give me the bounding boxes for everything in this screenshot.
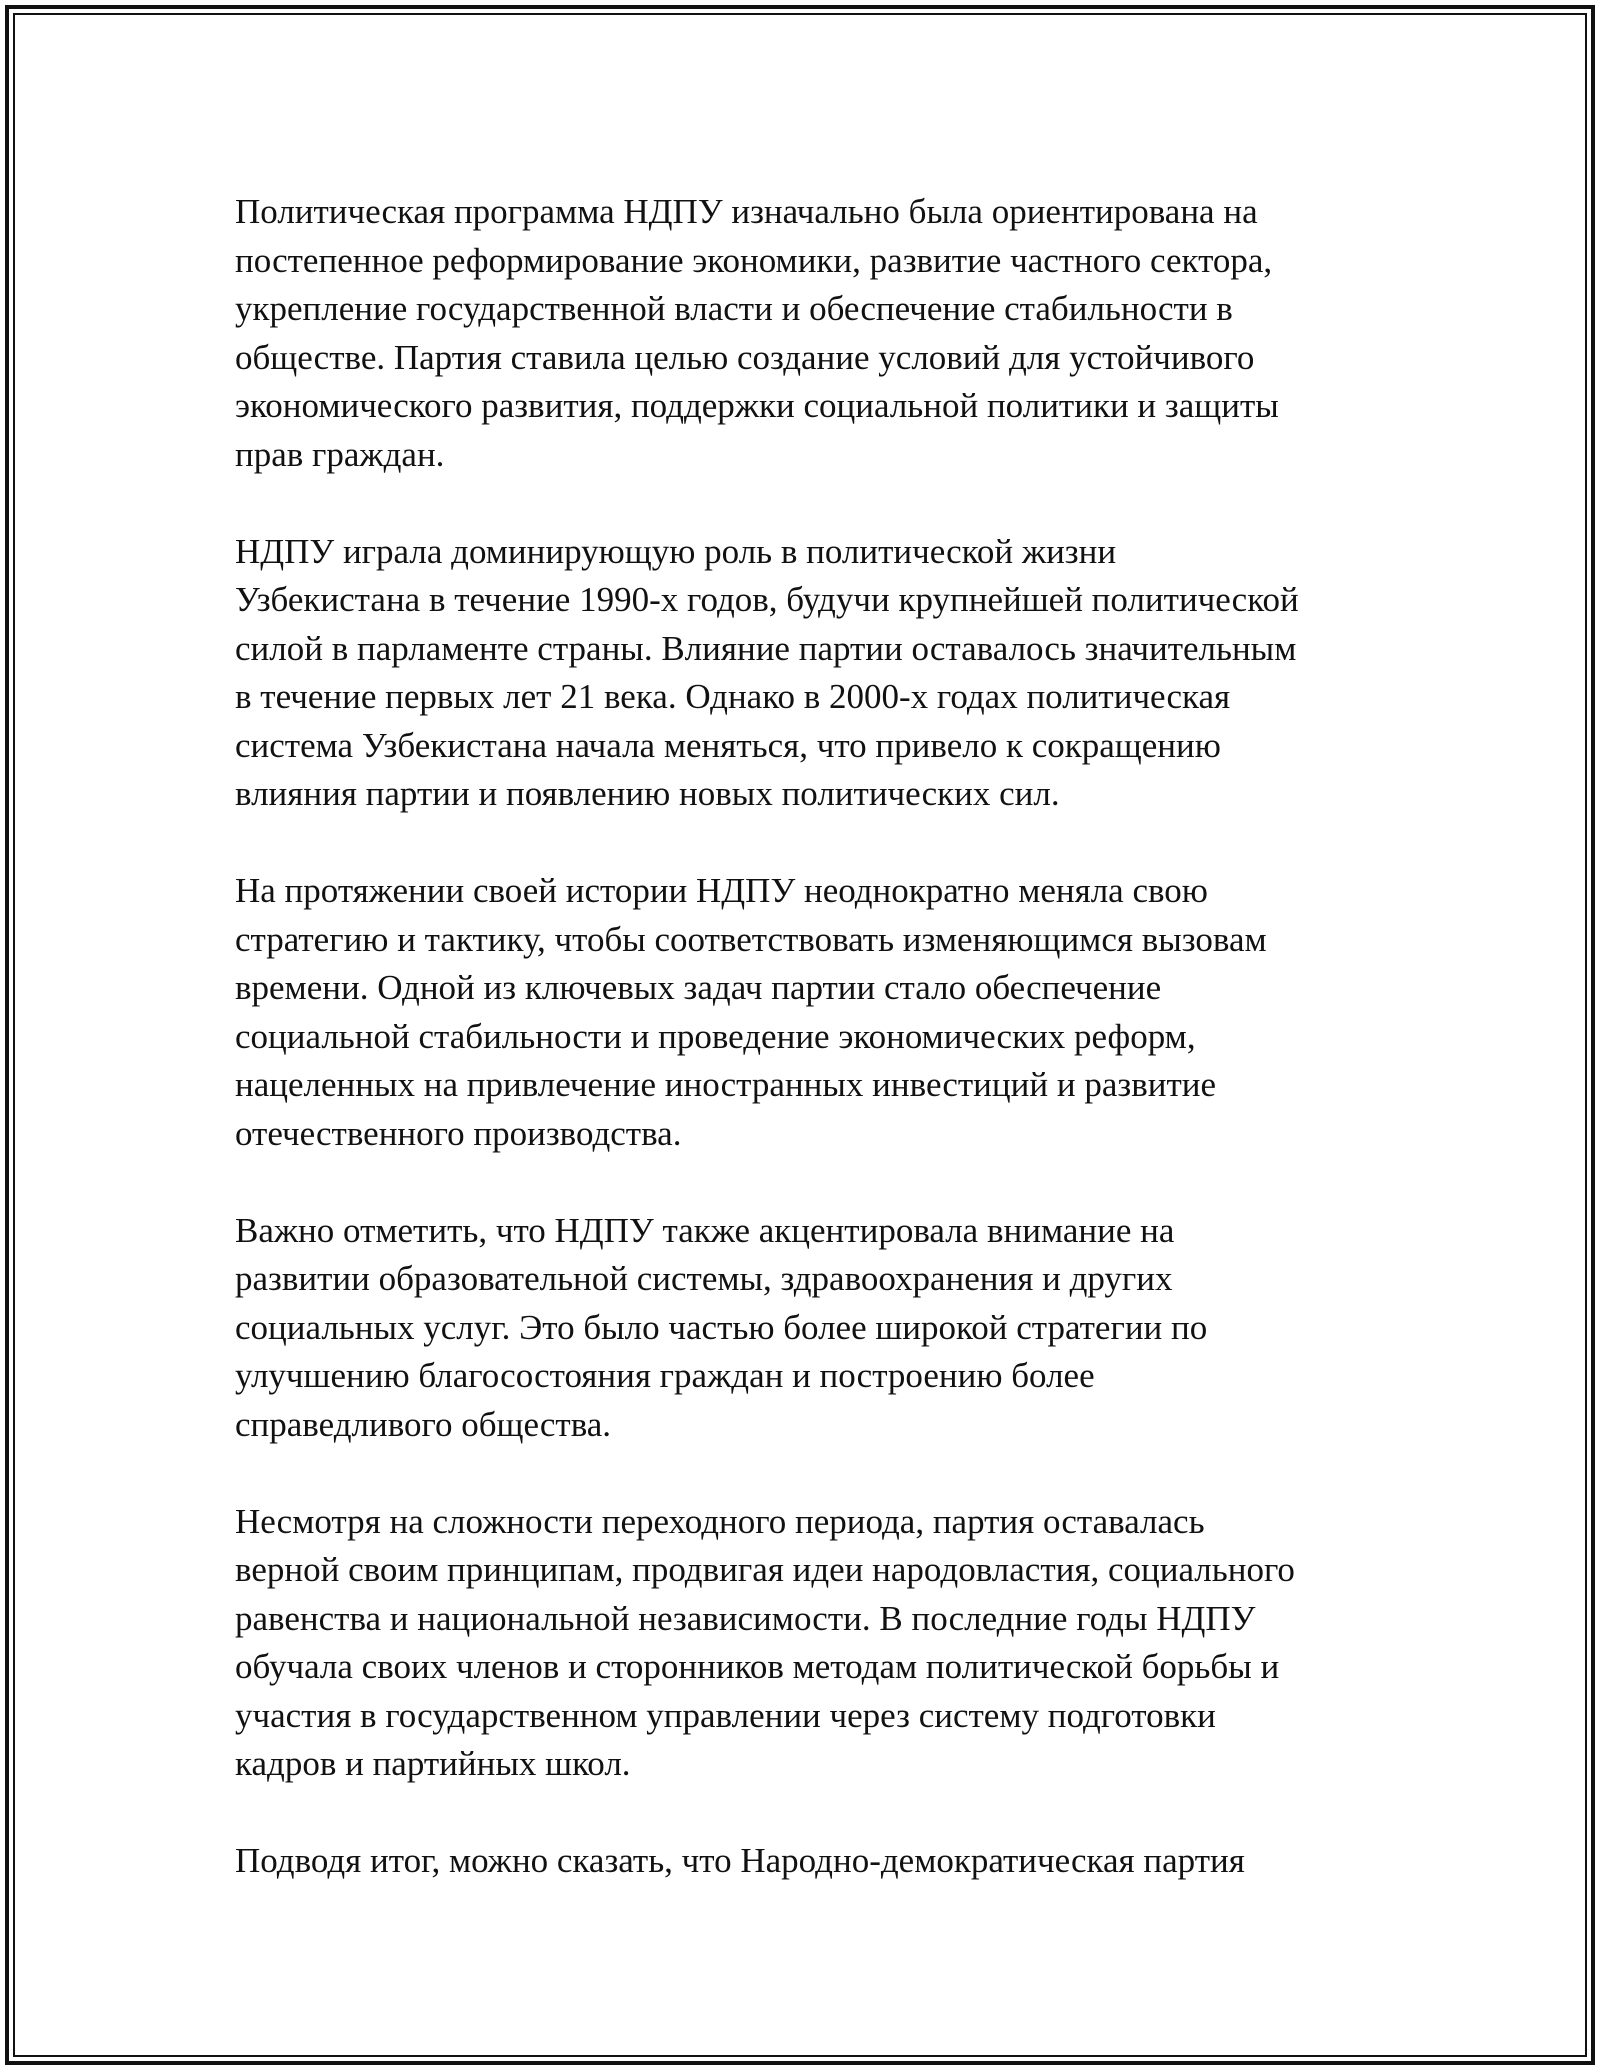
document-body <box>235 188 1375 1934</box>
text-line: Несмотря на сложности переходного периода, партия оставалась <box>235 1501 1205 1541</box>
text-line: экономического развития, поддержки социальной политики и защиты <box>235 386 1279 425</box>
paragraph-1 <box>235 188 1375 479</box>
text-line: Узбекистана в течение 1990-х годов, будучи крупнейшей политической <box>235 580 1299 619</box>
text-line: постепенное реформирование экономики, развитие частного сектора, <box>235 240 1273 280</box>
text-line: улучшению благосостояния граждан и построению более <box>235 1356 1095 1395</box>
text-line: НДПУ играла доминирующую роль в политической жизни <box>235 531 1117 571</box>
paragraph-6 <box>235 1837 1375 1886</box>
text-line: участия в государственном управлении через систему подготовки <box>235 1695 1216 1735</box>
text-line: равенства и национальной независимости. В последние годы НДПУ <box>235 1598 1256 1638</box>
text-line: Важно отметить, что НДПУ также акцентировала внимание на <box>235 1210 1175 1250</box>
text-line: На протяжении своей истории НДПУ неоднократно меняла свою <box>235 871 1208 910</box>
paragraph-3 <box>235 867 1375 1158</box>
text-line: система Узбекистана начала меняться, что привело к сокращению <box>235 725 1221 765</box>
text-line: прав граждан. <box>235 434 445 474</box>
text-line: социальных услуг. Это было частью более широкой стратегии по <box>235 1307 1208 1347</box>
text-line: Политическая программа НДПУ изначально была ориентирована на <box>235 192 1258 231</box>
paragraph-4 <box>235 1207 1375 1450</box>
text-line: в течение первых лет 21 века. Однако в 2000-х годах политическая <box>235 677 1231 716</box>
text-line: обучала своих членов и сторонников методам политической борьбы и <box>235 1647 1280 1686</box>
paragraph-5 <box>235 1498 1375 1789</box>
text-line: нацеленных на привлечение иностранных инвестиций и развитие <box>235 1065 1217 1104</box>
text-line: верной своим принципам, продвигая идеи народовластия, социального <box>235 1550 1295 1589</box>
text-line: справедливого общества. <box>235 1404 612 1444</box>
text-line: стратегию и тактику, чтобы соответствовать изменяющимся вызовам <box>235 919 1267 959</box>
text-line: времени. Одной из ключевых задач партии стало обеспечение <box>235 968 1162 1007</box>
text-line: укрепление государственной власти и обеспечение стабильности в <box>235 289 1233 328</box>
text-line: Подводя итог, можно сказать, что Народно-демократическая партия <box>235 1841 1245 1880</box>
text-line: обществе. Партия ставила целью создание условий для устойчивого <box>235 337 1255 377</box>
text-line: кадров и партийных школ. <box>235 1744 631 1783</box>
paragraph-2 <box>235 528 1375 819</box>
text-line: развитии образовательной системы, здравоохранения и других <box>235 1259 1173 1298</box>
text-line: отечественного производства. <box>235 1113 682 1153</box>
text-line: влияния партии и появлению новых политических сил. <box>235 774 1060 813</box>
text-line: силой в парламенте страны. Влияние партии оставалось значительным <box>235 628 1297 668</box>
text-line: социальной стабильности и проведение экономических реформ, <box>235 1016 1196 1056</box>
